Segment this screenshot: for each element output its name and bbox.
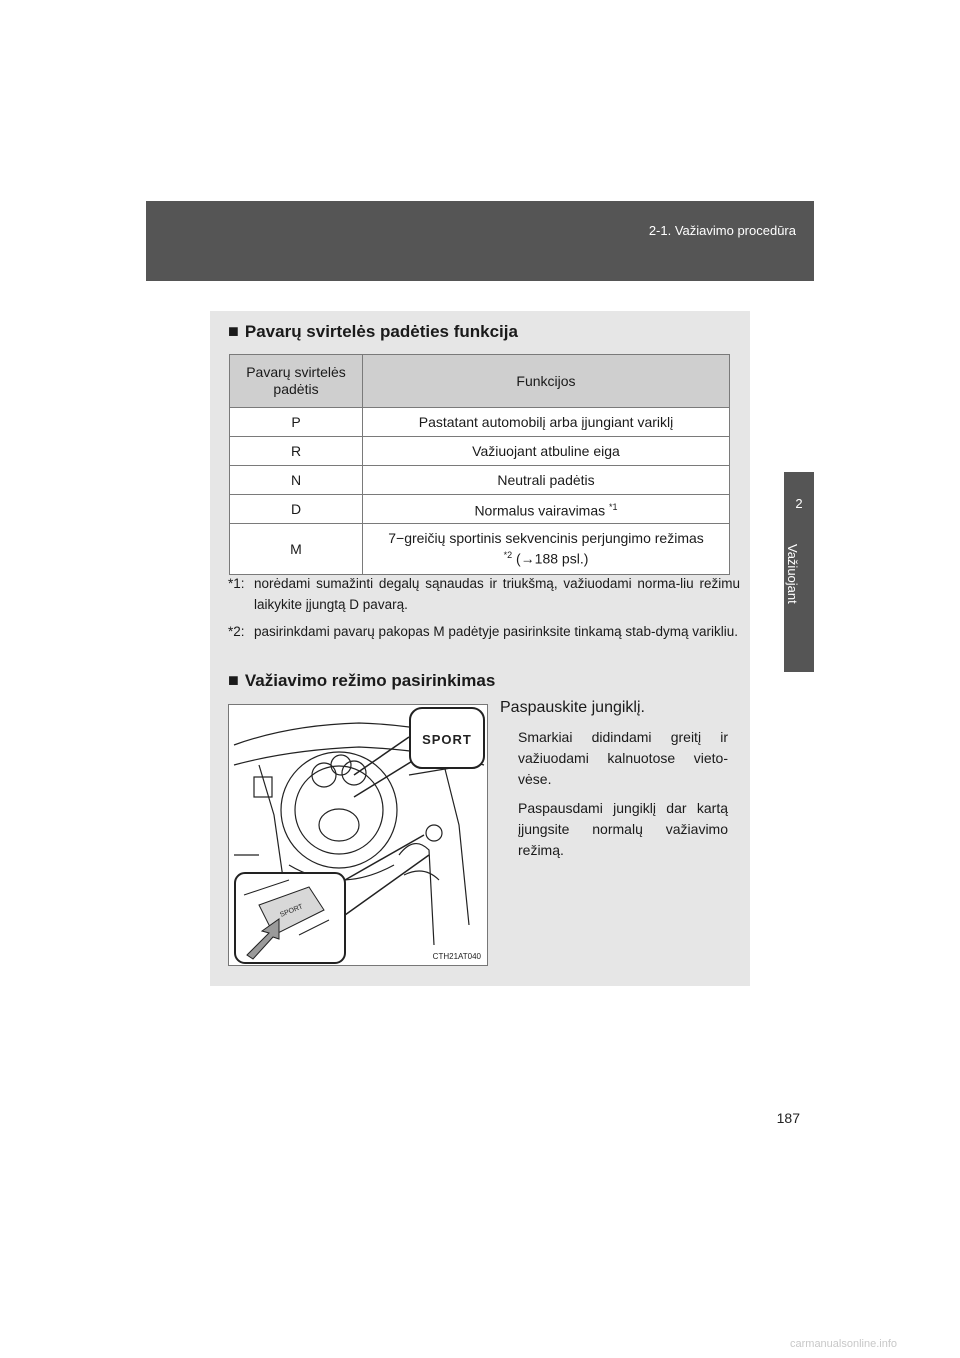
instruction-paragraph: Smarkiai didindami greitį ir važiuodami kalnuotose vieto-vėse. [518, 729, 728, 787]
footnote-mark: *1: [228, 576, 245, 591]
table-row [230, 466, 730, 495]
sport-button-label: SPORT [279, 903, 305, 919]
footnote-ref: *2 [503, 550, 513, 561]
footnote-mark: *2: [228, 624, 245, 639]
instruction-paragraph: Paspausdami jungiklį dar kartą įjungsite normalų važiavimo režimą. [518, 800, 728, 858]
watermark: carmanualsonline.info [790, 1338, 898, 1350]
gear-function-text: 7−greičių sportinis sekvencinis perjungimo režimas [388, 530, 704, 547]
gear-function [363, 495, 730, 524]
gear-position: D [230, 495, 363, 524]
page-reference: (→188 psl.) [516, 550, 589, 567]
column-header-functions: Funkcijos [363, 355, 730, 408]
column-header-position: Pavarų svirtelės padėtis [230, 355, 363, 408]
gear-function-text: Normalus vairavimas [474, 502, 606, 519]
section-heading-gear-functions [228, 321, 518, 342]
section-heading-drive-mode [228, 670, 495, 691]
instructions-column [500, 699, 728, 869]
chapter-tab [784, 472, 814, 672]
page-number: 187 [776, 1110, 800, 1126]
table-row [230, 524, 730, 575]
gear-position: M [230, 524, 363, 575]
section-heading-text: Pavarų svirtelės padėties funkcija [244, 322, 518, 341]
header-bar [146, 201, 814, 281]
gear-function: Pastatant automobilį arba įjungiant variklį [363, 408, 730, 437]
table-row [230, 437, 730, 466]
sport-callout-label: SPORT [422, 732, 472, 747]
gear-function: Neutrali padėtis [363, 466, 730, 495]
chapter-number: 2 [795, 496, 803, 511]
dashboard-illustration [228, 704, 488, 966]
gear-function [363, 524, 730, 575]
chapter-label: Važiuojant [785, 544, 800, 604]
table-header-row [230, 355, 730, 408]
footnote-text: pasirinkdami pavarų pakopas M padėtyje pasirinksite tinkamą stab-dymą varikliu. [254, 624, 738, 639]
gear-position: R [230, 437, 363, 466]
gear-position: P [230, 408, 363, 437]
footnote-ref: *1 [609, 501, 618, 512]
table-row [230, 495, 730, 524]
table-row [230, 408, 730, 437]
gear-function: Važiuojant atbuline eiga [363, 437, 730, 466]
instruction-text: Paspauskite jungiklį. [500, 699, 645, 716]
gear-position: N [230, 466, 363, 495]
content-panel [210, 311, 750, 986]
square-bullet-icon: ■ [228, 670, 239, 690]
figure-code: CTH21AT040 [432, 952, 481, 961]
header-title: 2-1. Važiavimo procedūra [648, 223, 796, 238]
gear-position-table [229, 354, 730, 575]
square-bullet-icon: ■ [228, 321, 239, 341]
section-heading-text: Važiavimo režimo pasirinkimas [244, 671, 496, 690]
dashboard-drawing [229, 705, 487, 965]
footnote-text: norėdami sumažinti degalų sąnaudas ir triukšmą, važiuodami norma-liu režimu laikykite įjungtą D pavarą. [254, 576, 740, 612]
footnote [228, 621, 740, 642]
footnote [228, 573, 740, 615]
